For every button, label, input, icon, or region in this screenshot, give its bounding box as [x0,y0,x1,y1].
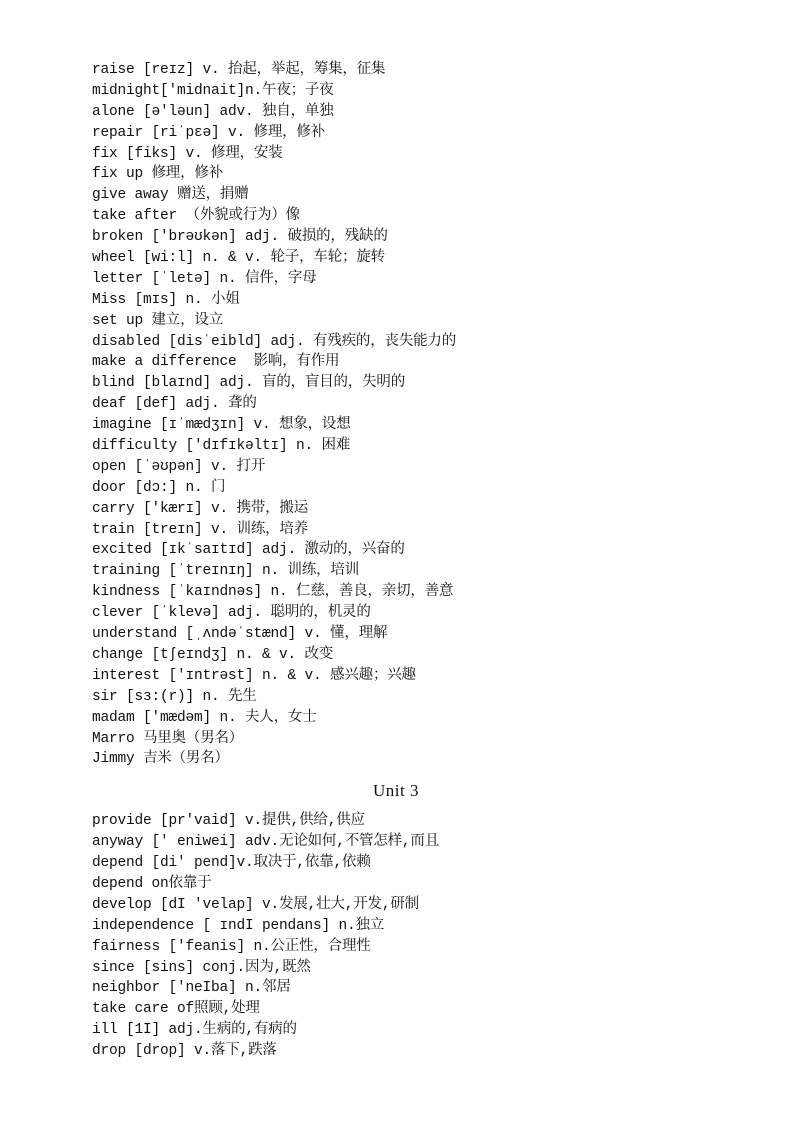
vocab-entry: blind [blaɪnd] adj. 盲的，盲目的，失明的 [92,375,406,392]
unit-heading: Unit 3 [373,781,419,801]
vocab-entry: ill [1I] adj.生病的,有病的 [92,1022,297,1039]
vocab-entry: deaf [def] adj. 聋的 [92,396,257,413]
vocab-entry: interest ['ɪntrəst] n. & v. 感兴趣；兴趣 [92,667,416,684]
vocab-entry: understand [ˌʌndəˈstænd] v. 懂，理解 [92,626,388,643]
vocab-entry: clever [ˈklevə] adj. 聪明的，机灵的 [92,605,371,622]
vocab-entry: anyway [' eniwei] adv.无论如何,不管怎样,而且 [92,834,440,851]
vocab-entry: kindness [ˈkaɪndnəs] n. 仁慈，善良，亲切，善意 [92,584,454,601]
vocab-entry: fix up 修理，修补 [92,166,224,183]
vocab-entry: letter [ˈletə] n. 信件，字母 [92,270,317,287]
vocab-entry: imagine [ɪˈmædʒɪn] v. 想象，设想 [92,417,351,434]
vocab-entry: raise [reɪz] v. 抬起，举起，筹集，征集 [92,62,386,78]
vocab-entry: give away 赠送，捐赠 [92,187,249,204]
vocab-entry: depend on依靠于 [92,875,212,892]
vocab-entry: independence [ ɪndI pendans] n.独立 [92,917,385,934]
vocab-entry: broken ['brəʊkən] adj. 破损的，残缺的 [92,229,388,246]
vocab-entry: training [ˈtreɪnɪŋ] n. 训练，培训 [92,563,360,580]
vocab-entry: open [ˈəʊpən] v. 打开 [92,458,266,475]
vocab-entry: fix [fiks] v. 修理，安装 [92,145,283,162]
vocab-entry: develop [dI 'velap] v.发展,壮大,开发,研制 [92,896,419,913]
vocab-entry: Marro 马里奥（男名） [92,730,244,747]
vocab-entry: Miss [mɪs] n. 小姐 [92,291,240,308]
vocab-entry: drop [drop] v.落下,跌落 [92,1043,277,1060]
unit3-word-list [92,811,732,1062]
vocab-entry: change [tʃeɪndʒ] n. & v. 改变 [92,646,334,663]
vocab-entry: take care of照顾,处理 [92,1001,260,1018]
vocab-entry: alone [ə'ləun] adv. 独自，单独 [92,103,334,120]
unit2-word-list [92,60,732,770]
vocab-entry: neighbor ['neIba] n.邻居 [92,980,291,997]
vocab-entry: depend [di' pend]v.取决于,依靠,依赖 [92,855,371,872]
vocab-entry: carry ['kærɪ] v. 携带，搬运 [92,500,309,517]
vocab-entry: wheel [wi:l] n. & v. 轮子，车轮；旋转 [92,250,385,267]
vocab-entry: excited [ɪkˈsaɪtɪd] adj. 激动的，兴奋的 [92,542,405,559]
vocabulary-page [92,60,732,1062]
vocab-entry: Jimmy 吉米（男名） [92,751,229,768]
vocab-entry: take after （外貌或行为）像 [92,208,300,225]
vocab-entry: midnight['midnait]n.午夜；子夜 [92,82,334,99]
vocab-entry: train [treɪn] v. 训练，培养 [92,521,309,538]
vocab-entry: fairness ['feanis] n.公正性，合理性 [92,938,371,955]
vocab-entry: disabled [disˈeibld] adj. 有残疾的，丧失能力的 [92,333,457,350]
vocab-entry: repair [riˈpɛə] v. 修理，修补 [92,124,326,141]
vocab-entry: make a difference 影响，有作用 [92,354,340,371]
vocab-entry: sir [sɜ:(r)] n. 先生 [92,688,257,705]
vocab-entry: door [dɔ:] n. 门 [92,479,226,496]
vocab-entry: since [sins] conj.因为,既然 [92,959,311,976]
vocab-entry: madam ['mædəm] n. 夫人，女士 [92,709,317,726]
vocab-entry: difficulty ['dɪfɪkəltɪ] n. 困难 [92,438,351,455]
vocab-entry: provide [pr'vaid] v.提供,供给,供应 [92,813,365,830]
vocab-entry: set up 建立，设立 [92,312,224,329]
